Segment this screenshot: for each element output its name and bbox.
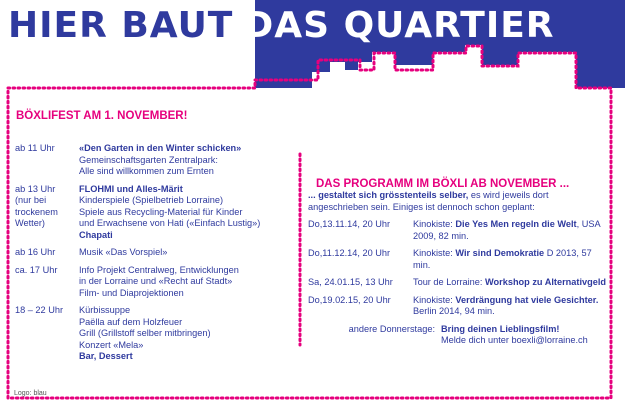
event-label: Tour de Lorraine: [413, 277, 483, 287]
schedule-time: ab 13 Uhr (nur bei trockenem Wetter) [15, 183, 58, 228]
schedule-line: Film- und Diaprojektionen [79, 287, 184, 298]
event-date: Do,19.02.15, 20 Uhr [308, 294, 391, 305]
schedule-line: Kürbissuppe [79, 305, 131, 315]
schedule-details [79, 247, 285, 259]
event-label: Kinokiste: [413, 248, 453, 258]
schedule-line: Kinderspiele (Spielbetrieb Lorraine) [79, 195, 224, 205]
event-description [413, 277, 608, 289]
event-title: Wir sind Demokratie [455, 248, 545, 258]
schedule-time: ab 16 Uhr [15, 247, 56, 257]
other-text [441, 324, 588, 347]
schedule-row [15, 143, 285, 178]
schedule-line: Bar, Dessert [79, 351, 133, 361]
programm-intro [308, 190, 608, 213]
event-detail: Berlin 2014, 94 min. [413, 306, 495, 316]
schedule-line: Paëlla auf dem Holzfeuer [79, 316, 183, 327]
schedule-row [15, 265, 285, 300]
programm-heading: DAS PROGRAMM IM BÖXLI AB NOVEMBER ... [316, 178, 570, 190]
event-row [308, 219, 608, 242]
schedule-line: Musik «Das Vorspiel» [79, 247, 168, 257]
schedule-line: Grill (Grillstoff selber mitbringen) [79, 328, 211, 338]
schedule-line: Info Projekt Centralweg, Entwicklungen [79, 264, 239, 275]
title-part1: HIER BAUT [8, 5, 234, 46]
intro-rest: es wird jeweils dort angeschrieben sein. Einiges ist dennoch schon geplant: [308, 190, 549, 212]
event-title: Verdrängung hat viele Gesichter. [455, 294, 599, 305]
schedule-details [79, 305, 285, 363]
schedule-details [79, 265, 285, 300]
schedule-line: Alle sind willkommen zum Ernten [79, 166, 214, 176]
event-description [413, 219, 608, 242]
schedule-row [15, 247, 285, 259]
fest-schedule [15, 143, 285, 369]
event-row [308, 248, 608, 271]
schedule-row [15, 305, 285, 363]
schedule-time: 18 – 22 Uhr [15, 305, 64, 315]
programm-events [308, 219, 608, 318]
page-title [8, 5, 555, 46]
other-label: andere Donnerstage: [348, 323, 435, 334]
schedule-time: ca. 17 Uhr [15, 264, 58, 275]
event-label: Kinokiste: [413, 219, 453, 229]
schedule-row [15, 184, 285, 242]
event-date: Do,11.12.14, 20 Uhr [308, 248, 391, 258]
schedule-line: FLOHMI und Alles-Märit [79, 183, 183, 194]
event-date: Sa, 24.01.15, 13 Uhr [308, 277, 393, 287]
schedule-details [79, 184, 285, 242]
event-row [308, 277, 608, 289]
schedule-line: «Den Garten in den Winter schicken» [79, 143, 242, 153]
schedule-line: Konzert «Mela» [79, 339, 144, 350]
schedule-line: in der Lorraine und «Recht auf Stadt» [79, 276, 233, 286]
programm-section [308, 190, 608, 347]
schedule-details [79, 143, 285, 178]
event-description [413, 248, 608, 271]
other-note: Melde dich unter boexli@lorraine.ch [441, 335, 588, 345]
event-description [413, 295, 608, 318]
event-label: Kinokiste: [413, 294, 453, 305]
schedule-line: und Erwachsene von Hati («Einfach Lustig») [79, 218, 261, 228]
schedule-time: ab 11 Uhr [15, 143, 55, 153]
event-title: Die Yes Men regeln die Welt [455, 219, 577, 229]
fest-heading: BÖXLIFEST AM 1. NOVEMBER! [16, 110, 188, 122]
logo-credit: Logo: blau [14, 390, 47, 397]
schedule-line: Spiele aus Recycling-Material für Kinder [79, 206, 243, 217]
event-detail: , USA 2009, 82 min. [413, 219, 601, 241]
other-thursdays-row [308, 324, 608, 347]
schedule-line: Chapati [79, 229, 113, 240]
intro-bold: ... gestaltet sich grösstenteils selber, [308, 190, 469, 200]
title-part2: DAS QUARTIER [243, 5, 555, 46]
other-title: Bring deinen Lieblingsfilm! [441, 323, 560, 334]
event-date: Do,13.11.14, 20 Uhr [308, 219, 391, 229]
event-title: Workshop zu Alternativgeld [485, 277, 607, 287]
event-row [308, 295, 608, 318]
schedule-line: Gemeinschaftsgarten Zentralpark: [79, 154, 218, 165]
event-detail: D 2013, 57 min. [413, 248, 592, 270]
